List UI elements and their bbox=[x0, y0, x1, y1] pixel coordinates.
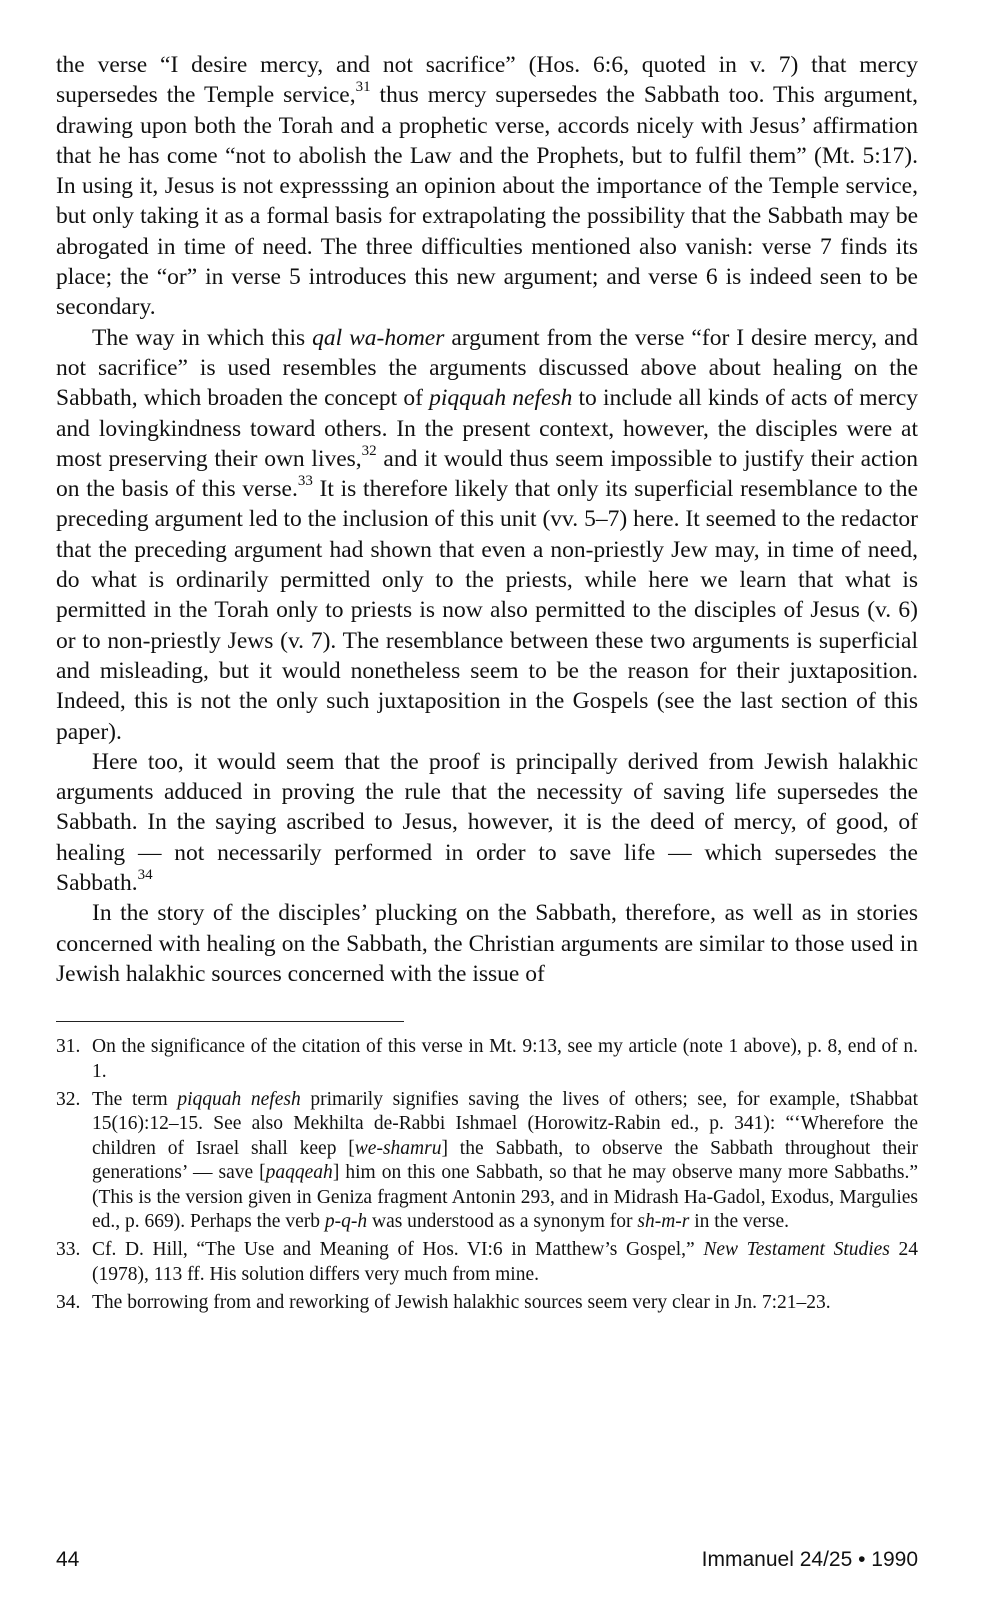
footnote-number: 34. bbox=[56, 1292, 81, 1314]
paragraph-2 bbox=[56, 323, 918, 747]
text-run: the verse “I desire mercy, and not sacrifice” (Hos. 6:6, quoted in v. 7) that mercy supersedes the Temple service, bbox=[56, 52, 918, 109]
page bbox=[56, 50, 918, 1320]
term-sh-m-r: sh-m-r bbox=[637, 1211, 690, 1233]
text-run: The way in which this bbox=[92, 324, 313, 351]
journal-citation: Immanuel 24/25 • 1990 bbox=[701, 1548, 918, 1571]
text-run: Cf. D. Hill, “The Use and Meaning of Hos. VI:6 in Matthew’s Gospel,” bbox=[92, 1239, 704, 1261]
footnote-number: 33. bbox=[56, 1239, 81, 1261]
text-run: It is therefore likely that only its superficial resemblance to the preceding argument led to the inclusion of this unit (vv. 5–7) here. It seemed to the redactor that the preceding argument had shown that even a non-priestly Jew may, in time of need, do what is ordinarily permitted only to the priests, while here we learn that what is permitted in the Torah only to priests is now also permitted to the disciples of Jesus (v. 6) or to non-priestly Jews (v. 7). The resemblance between these two arguments is superficial and misleading, but it would nonetheless seem to be the reason for their juxtaposition. Indeed, this is not the only such juxtaposition in the Gospels (see the last section of this paper). bbox=[56, 476, 918, 745]
footnote-33 bbox=[56, 1238, 918, 1287]
footnote-32 bbox=[56, 1088, 918, 1234]
main-text bbox=[56, 50, 918, 989]
footnote-number: 32. bbox=[56, 1089, 81, 1111]
term-we-shamru: we-shamru bbox=[354, 1137, 442, 1159]
text-run: to include all kinds of acts of mercy and lovingkindness toward others. In the present context, however, the disciples were at most preserving their own lives, bbox=[56, 385, 919, 472]
text-run: argument from the verse “for I desire mercy, and not sacrifice” is used resembles the arguments discussed above about healing on the Sabbath, which broaden the concept of bbox=[56, 324, 918, 412]
text-run: 24 (1978), 113 ff. His solution differs very much from mine. bbox=[92, 1239, 919, 1285]
term-qal-wa-homer: qal wa-homer bbox=[312, 324, 445, 351]
footnote-number: 31. bbox=[56, 1036, 81, 1058]
text-run: thus mercy supersedes the Sabbath too. This argument, drawing upon both the Torah and a prophetic verse, accords nicely with Jesus’ affirmation that he has come “not to abolish the Law and the Prophets, but to fulfil them” (Mt. 5:17). In using it, Jesus is not expresssing an opinion about the importance of the Temple service, but only taking it as a formal basis for extrapolating the possibility that the Sabbath may be abrogated in time of need. The three difficulties mentioned also vanish: verse 7 finds its place; the “or” in verse 5 introduces this new argument; and verse 6 is indeed seen to be secondary. bbox=[56, 82, 918, 321]
footnote-text: On the significance of the citation of this verse in Mt. 9:13, see my article (note 1 above), p. 8, end of n. 1. bbox=[92, 1036, 918, 1082]
footnote-ref-32[interactable]: 32 bbox=[361, 443, 377, 460]
journal-title: New Testament Studies bbox=[703, 1239, 890, 1261]
footnote-ref-34[interactable]: 34 bbox=[137, 867, 153, 884]
footnote-34 bbox=[56, 1291, 918, 1315]
term-p-q-h: p-q-h bbox=[324, 1211, 368, 1233]
footnote-text bbox=[92, 1238, 918, 1287]
term-piqquah-nefesh: piqquah nefesh bbox=[177, 1089, 301, 1111]
footnote-text: The borrowing from and reworking of Jewish halakhic sources seem very clear in Jn. 7:21–23. bbox=[92, 1292, 831, 1314]
footnote-ref-33[interactable]: 33 bbox=[297, 473, 313, 490]
page-footer bbox=[56, 1548, 918, 1572]
footnote-text bbox=[92, 1088, 918, 1234]
term-piqquah-nefesh: piqquah nefesh bbox=[429, 385, 573, 412]
footnote-divider bbox=[56, 1021, 404, 1022]
text-run: was understood as a synonym for bbox=[367, 1211, 638, 1233]
paragraph-3 bbox=[56, 747, 918, 898]
paragraph-4: In the story of the disciples’ plucking on the Sabbath, therefore, as well as in stories concerned with healing on the Sabbath, the Christian arguments are similar to those used in Jewish halakhic sources concerned with the issue of bbox=[56, 900, 918, 987]
term-paqqeah: paqqeah bbox=[265, 1162, 333, 1184]
footnote-31 bbox=[56, 1035, 918, 1084]
footnote-ref-31[interactable]: 31 bbox=[355, 79, 371, 96]
page-number: 44 bbox=[56, 1548, 80, 1571]
paragraph-1 bbox=[56, 50, 918, 323]
text-run: primarily signifies saving the lives of others; see, for example, tShabbat 15(16):12–15. See also Mekhilta de-Rabbi Ishmael (Horowitz-Rabin ed., p. 341): “‘Wherefore the children of Israel shall keep [ bbox=[92, 1089, 919, 1159]
text-run: ] him on this one Sabbath, so that he may observe many more Sabbaths.” (This is the version given in Geniza fragment Antonin 293, and in Midrash Ha-Gadol, Exodus, Margulies ed., p. 669). Perhaps the verb bbox=[92, 1162, 919, 1233]
footnotes bbox=[56, 1035, 918, 1315]
text-run: ] the Sabbath, to observe the Sabbath throughout their generations’ — save [ bbox=[92, 1137, 918, 1184]
text-run: The term bbox=[92, 1089, 178, 1111]
text-run: Here too, it would seem that the proof is principally derived from Jewish halakhic arguments adduced in proving the rule that the necessity of saving life supersedes the Sabbath. In the saying ascribed to Jesus, however, it is the deed of mercy, of good, of healing — not necessarily performed in order to save life — which supersedes the Sabbath. bbox=[56, 748, 918, 897]
text-run: in the verse. bbox=[689, 1211, 789, 1233]
text-run: and it would thus seem impossible to justify their action on the basis of this verse. bbox=[56, 445, 918, 503]
